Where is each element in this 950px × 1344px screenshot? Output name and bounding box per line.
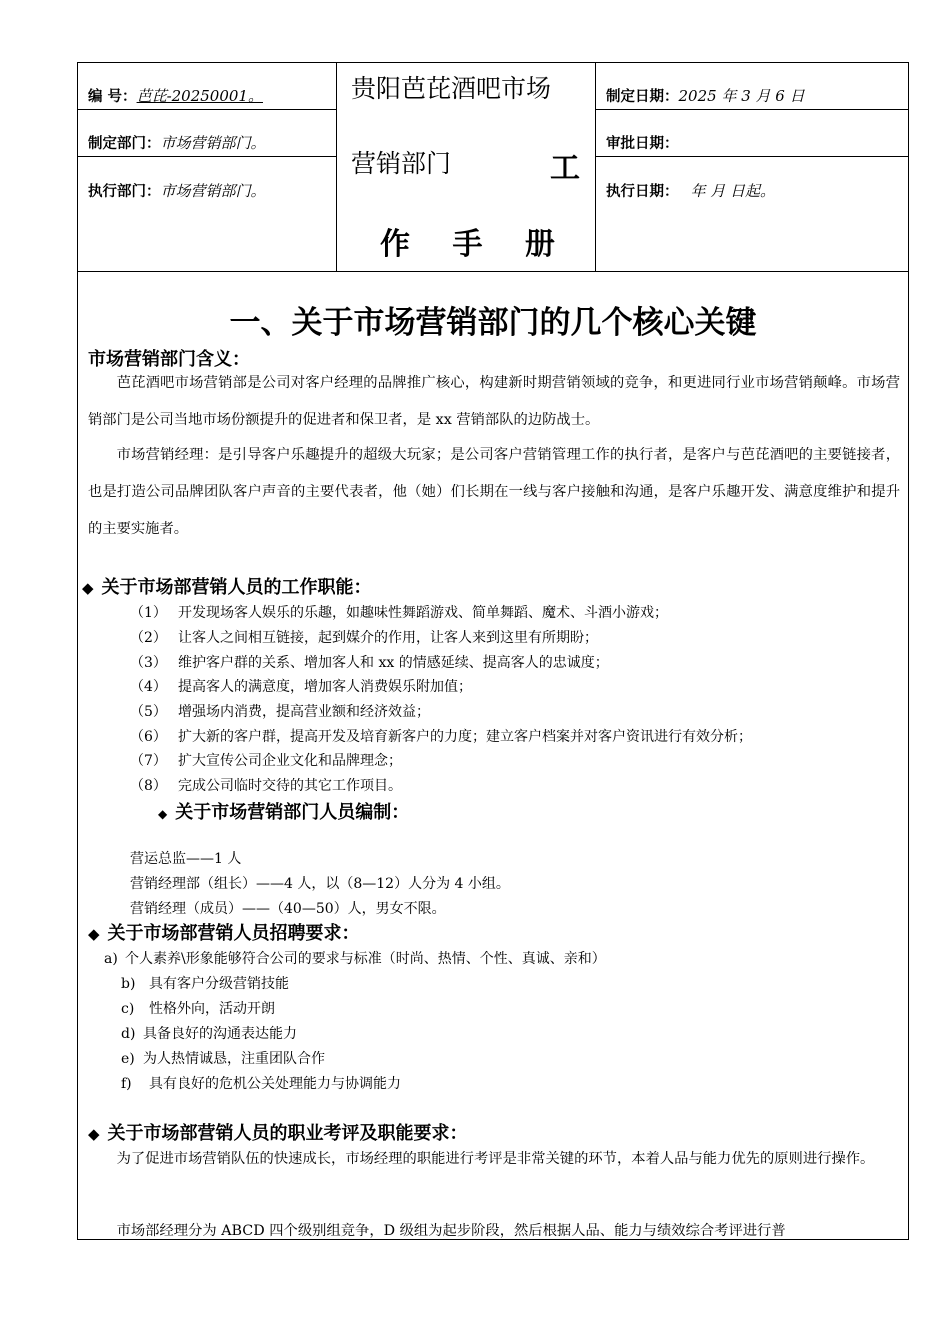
divider — [595, 156, 908, 157]
diamond-bullet-icon: ◆ — [88, 1125, 100, 1143]
divider — [78, 109, 336, 110]
dept-label: 制定部门： — [88, 136, 161, 152]
diamond-bullet-icon: ◆ — [82, 579, 94, 597]
list-item: e) 为人热情诚恳，注重团队合作 — [121, 1051, 325, 1067]
code-value: 芭芘-20250001。 — [136, 87, 263, 105]
divider — [595, 109, 908, 110]
date-field — [606, 86, 805, 107]
date-label: 制定日期： — [606, 89, 679, 105]
title-char-gong: 工 — [550, 151, 580, 186]
section-heading-duties — [82, 576, 372, 600]
title-line-2: 营销部门 — [351, 149, 452, 178]
divider — [78, 156, 336, 157]
section-heading-text: 关于市场营销部门人员编制： — [175, 802, 410, 823]
list-item: f) 具有良好的危机公关处理能力与协调能力 — [121, 1076, 401, 1092]
divider — [595, 63, 596, 271]
header-table — [78, 63, 908, 272]
exec-dept-field — [88, 181, 266, 202]
list-item: 营销经理（成员）——（40—50）人，男女不限。 — [130, 901, 446, 917]
section-heading-recruit — [88, 922, 360, 946]
dept-value: 市场营销部门。 — [160, 134, 266, 152]
page-title: 一、关于市场营销部门的几个核心关键 — [229, 305, 757, 341]
list-item: （7） 扩大宣传公司企业文化和品牌理念； — [130, 753, 402, 769]
list-item: 营销经理部（组长）——4 人，以（8—12）人分为 4 小组。 — [130, 876, 510, 892]
exec-date-field — [606, 181, 775, 202]
list-item: 营运总监——1 人 — [130, 851, 242, 867]
dept-field — [88, 133, 266, 154]
diamond-bullet-icon: ◆ — [88, 925, 100, 943]
exec-dept-label: 执行部门： — [88, 184, 161, 200]
approve-label: 审批日期： — [606, 136, 679, 152]
list-item: c) 性格外向，活动开朗 — [121, 1001, 275, 1017]
divider — [336, 63, 337, 271]
section-heading-text: 关于市场部营销人员的职业考评及职能要求： — [107, 1123, 468, 1144]
list-item: b) 具有客户分级营销技能 — [121, 976, 289, 992]
list-item: （3） 维护客户群的关系、增加客人和 xx 的情感延续、提高客人的忠诚度； — [130, 655, 609, 671]
exec-date-value: 年 月 日起。 — [690, 182, 776, 200]
code-field — [88, 86, 263, 107]
code-label: 编 号： — [88, 89, 137, 105]
list-item: （1） 开发现场客人娱乐的乐趣，如趣味性舞蹈游戏、简单舞蹈、魔术、斗酒小游戏； — [130, 605, 668, 621]
list-item: （5） 增强场内消费，提高营业额和经济效益； — [130, 704, 430, 720]
definition-paragraph: 市场营销经理：是引导客户乐趣提升的超级大玩家；是公司客户营销管理工作的执行者，是客户与芭芘酒吧的主要链接者，也是打造公司品牌团队客户声音的主要代表者，他（她）们长期在一线与客户接触和沟通，是客户乐趣开发、满意度维护和提升的主要实施者。 — [88, 447, 900, 537]
title-line-3: 作 手 册 — [380, 227, 571, 262]
diamond-bullet-icon: ◆ — [158, 807, 168, 821]
document-frame — [77, 62, 909, 1240]
exec-dept-value: 市场营销部门。 — [160, 182, 266, 200]
section-heading-text: 关于市场部营销人员招聘要求： — [107, 923, 360, 944]
evaluation-paragraph: 为了促进市场营销队伍的快速成长，市场经理的职能进行考评是非常关键的环节，本着人品与能力优先的原则进行操作。 — [116, 1151, 875, 1167]
definition-paragraph: 芭芘酒吧市场营销部是公司对客户经理的品牌推广核心，构建新时期营销领域的竞争，和更进同行业市场营销颠峰。市场营销部门是公司当地市场份额提升的促进者和保卫者，是 xx 营销部队的边防战士。 — [88, 375, 900, 428]
section-heading-definition: 市场营销部门含义： — [88, 349, 250, 370]
date-value: 2025 年 3 月 6 日 — [678, 87, 805, 105]
list-item: （2） 让客人之间相互链接，起到媒介的作用，让客人来到这里有所期盼； — [130, 630, 598, 646]
list-item: d) 具备良好的沟通表达能力 — [121, 1026, 297, 1042]
list-item: （4） 提高客人的满意度，增加客人消费娱乐附加值； — [130, 679, 472, 695]
section-heading-text: 关于市场部营销人员的工作职能： — [101, 577, 372, 598]
approve-field — [606, 133, 679, 154]
evaluation-paragraph: 市场部经理分为 ABCD 四个级别组竞争，D 级组为起步阶段，然后根据人品、能力与绩效综合考评进行普 — [116, 1223, 786, 1239]
section-heading-staffing — [158, 801, 409, 826]
list-item: （8） 完成公司临时交待的其它工作项目。 — [130, 778, 402, 794]
title-line-1: 贵阳芭芘酒吧市场 — [351, 74, 552, 103]
list-item: a) 个人素养\形象能够符合公司的要求与标准（时尚、热情、个性、真诚、亲和） — [104, 951, 606, 967]
list-item: （6） 扩大新的客户群，提高开发及培育新客户的力度；建立客户档案并对客户资讯进行有效分析； — [130, 729, 752, 745]
exec-date-label: 执行日期： — [606, 184, 679, 200]
